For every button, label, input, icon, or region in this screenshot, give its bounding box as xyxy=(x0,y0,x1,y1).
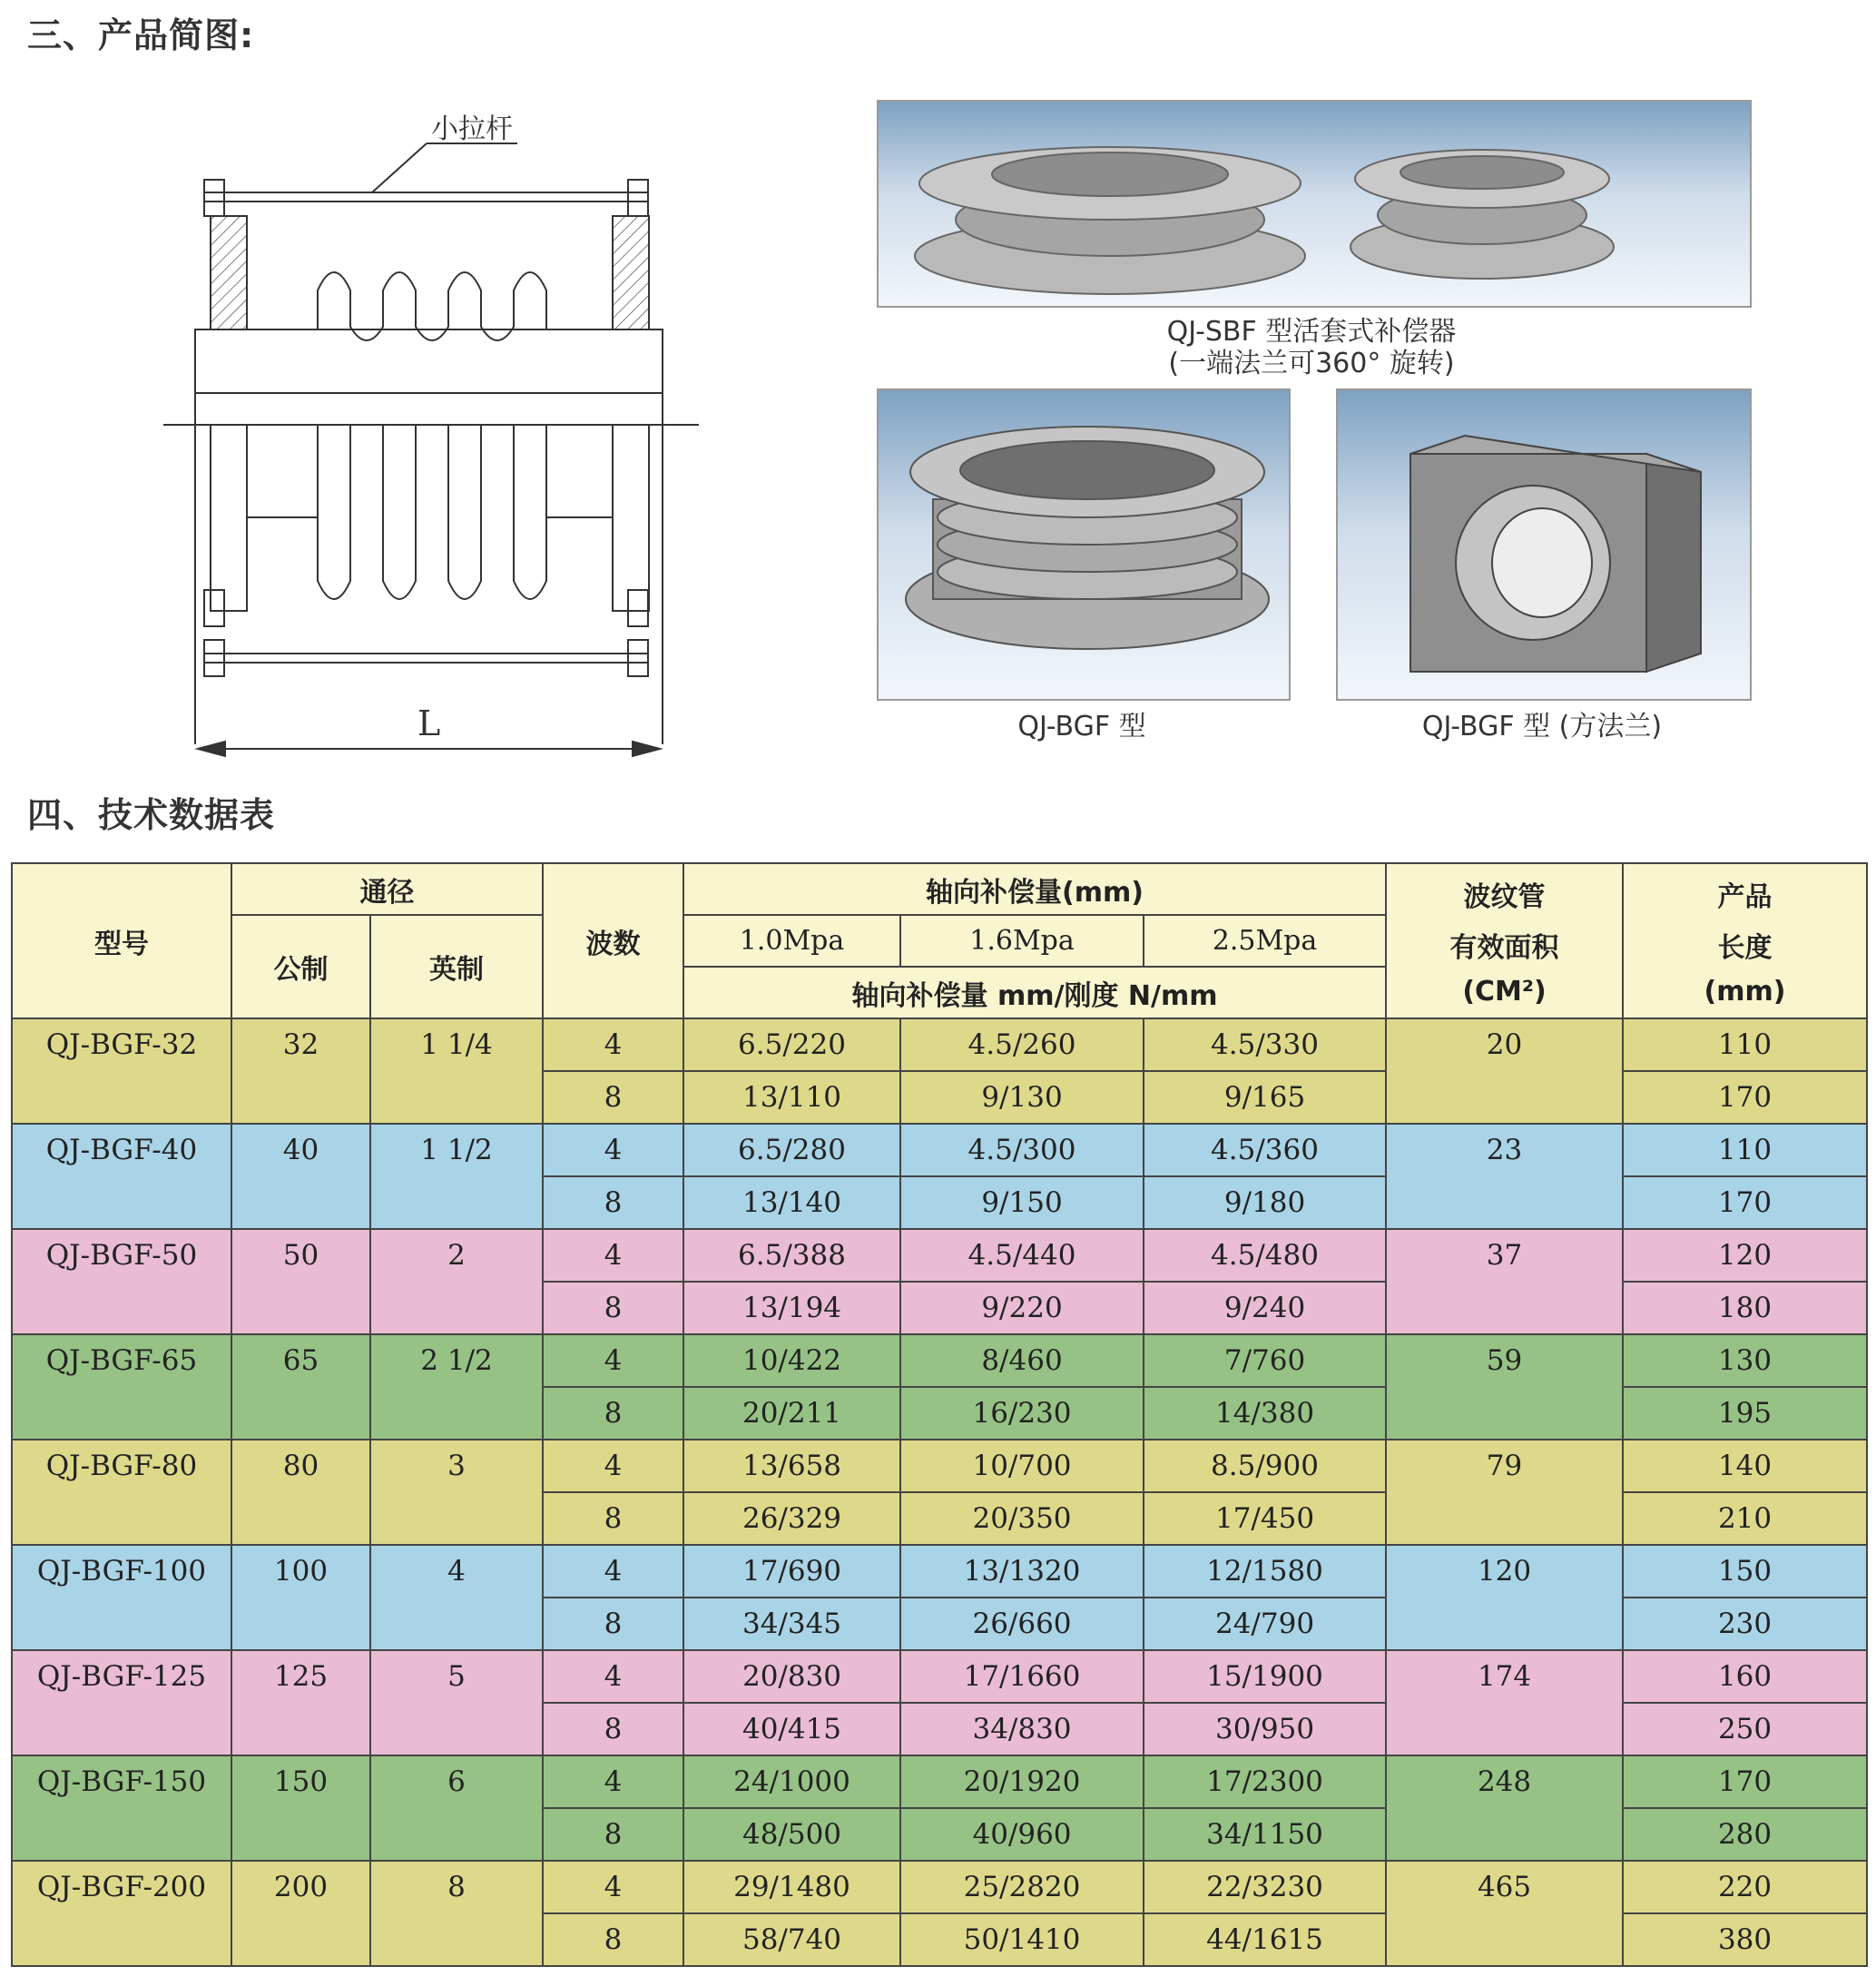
bgf-product-image xyxy=(879,390,1289,699)
cell-length: 170 xyxy=(1623,1755,1867,1808)
cell-imperial: 2 1/2 xyxy=(370,1334,543,1440)
cell-model: QJ-BGF-65 xyxy=(12,1334,231,1440)
cell-waves: 8 xyxy=(543,1176,683,1229)
header-area-line1: 波纹管 xyxy=(1463,881,1546,913)
table-row xyxy=(12,1755,1867,1808)
cell-metric: 80 xyxy=(231,1440,370,1545)
cell-imperial: 3 xyxy=(370,1440,543,1545)
cell-waves: 4 xyxy=(543,1545,683,1598)
technical-data-table xyxy=(11,862,1868,1967)
cell-p3: 4.5/480 xyxy=(1144,1229,1386,1282)
cell-p2: 13/1320 xyxy=(900,1545,1144,1598)
cell-p1: 48/500 xyxy=(683,1808,900,1861)
cell-p1: 6.5/280 xyxy=(683,1124,900,1176)
cell-p3: 44/1615 xyxy=(1144,1913,1386,1966)
cell-p1: 6.5/388 xyxy=(683,1229,900,1282)
section-4-heading: 四、技术数据表 xyxy=(27,795,276,835)
cell-p3: 34/1150 xyxy=(1144,1808,1386,1861)
tie-rod-label: 小拉杆 xyxy=(431,113,513,145)
cell-p2: 4.5/260 xyxy=(900,1018,1144,1071)
cell-p1: 29/1480 xyxy=(683,1861,900,1913)
cell-p1: 24/1000 xyxy=(683,1755,900,1808)
cell-length: 140 xyxy=(1623,1440,1867,1492)
cell-waves: 8 xyxy=(543,1703,683,1755)
cell-waves: 4 xyxy=(543,1440,683,1492)
cell-p3: 17/2300 xyxy=(1144,1755,1386,1808)
cell-length: 110 xyxy=(1623,1124,1867,1176)
table-row xyxy=(12,1440,1867,1492)
cell-p2: 16/230 xyxy=(900,1387,1144,1440)
cell-length: 280 xyxy=(1623,1808,1867,1861)
cell-p1: 17/690 xyxy=(683,1545,900,1598)
cell-imperial: 1 1/2 xyxy=(370,1124,543,1229)
cell-model: QJ-BGF-200 xyxy=(12,1861,231,1966)
cell-waves: 4 xyxy=(543,1124,683,1176)
cell-p3: 15/1900 xyxy=(1144,1650,1386,1703)
cell-effective-area: 465 xyxy=(1386,1861,1623,1966)
cell-p1: 26/329 xyxy=(683,1492,900,1545)
product-schematic-drawing xyxy=(154,109,717,772)
cell-p1: 13/110 xyxy=(683,1071,900,1124)
header-bore: 通径 xyxy=(231,863,543,915)
cell-metric: 150 xyxy=(231,1755,370,1861)
cell-p2: 9/150 xyxy=(900,1176,1144,1229)
cell-effective-area: 20 xyxy=(1386,1018,1623,1124)
header-model: 型号 xyxy=(12,863,231,1018)
table-row xyxy=(12,1229,1867,1282)
cell-waves: 4 xyxy=(543,1650,683,1703)
header-pressure-2: 1.6Mpa xyxy=(900,915,1144,967)
header-pressure-1: 1.0Mpa xyxy=(683,915,900,967)
cell-p2: 26/660 xyxy=(900,1598,1144,1650)
table-row xyxy=(12,1124,1867,1176)
cell-effective-area: 248 xyxy=(1386,1755,1623,1861)
cell-p3: 9/165 xyxy=(1144,1071,1386,1124)
cell-length: 170 xyxy=(1623,1071,1867,1124)
cell-length: 160 xyxy=(1623,1650,1867,1703)
cell-p1: 34/345 xyxy=(683,1598,900,1650)
cell-p3: 12/1580 xyxy=(1144,1545,1386,1598)
caption-sbf-line1: QJ-SBF 型活套式补偿器 xyxy=(1166,316,1457,348)
cell-p2: 10/700 xyxy=(900,1440,1144,1492)
header-pressure-3: 2.5Mpa xyxy=(1144,915,1386,967)
header-length-line1: 产品 xyxy=(1717,881,1773,913)
cell-length: 195 xyxy=(1623,1387,1867,1440)
cell-p2: 25/2820 xyxy=(900,1861,1144,1913)
cell-imperial: 8 xyxy=(370,1861,543,1966)
cell-waves: 8 xyxy=(543,1808,683,1861)
header-imperial: 英制 xyxy=(370,915,543,1018)
cell-waves: 4 xyxy=(543,1755,683,1808)
header-length-line2: 长度 xyxy=(1717,932,1773,964)
cell-waves: 4 xyxy=(543,1861,683,1913)
cell-p3: 17/450 xyxy=(1144,1492,1386,1545)
cell-metric: 200 xyxy=(231,1861,370,1966)
cell-waves: 8 xyxy=(543,1387,683,1440)
sbf-product-image xyxy=(879,102,1750,306)
cell-imperial: 2 xyxy=(370,1229,543,1334)
header-effective-area xyxy=(1386,863,1623,1018)
cell-waves: 8 xyxy=(543,1071,683,1124)
table-row xyxy=(12,1334,1867,1387)
cell-imperial: 4 xyxy=(370,1545,543,1650)
header-metric: 公制 xyxy=(231,915,370,1018)
cell-model: QJ-BGF-100 xyxy=(12,1545,231,1650)
cell-model: QJ-BGF-80 xyxy=(12,1440,231,1545)
cell-p2: 20/1920 xyxy=(900,1755,1144,1808)
cell-imperial: 5 xyxy=(370,1650,543,1755)
photo-sbf-compensator xyxy=(877,100,1752,308)
cell-metric: 125 xyxy=(231,1650,370,1755)
cell-effective-area: 59 xyxy=(1386,1334,1623,1440)
cell-p3: 8.5/900 xyxy=(1144,1440,1386,1492)
cell-p2: 4.5/300 xyxy=(900,1124,1144,1176)
cell-p2: 9/130 xyxy=(900,1071,1144,1124)
cell-p3: 9/240 xyxy=(1144,1282,1386,1334)
cell-metric: 50 xyxy=(231,1229,370,1334)
cell-imperial: 6 xyxy=(370,1755,543,1861)
cell-p1: 20/830 xyxy=(683,1650,900,1703)
cell-p2: 50/1410 xyxy=(900,1913,1144,1966)
cell-p2: 34/830 xyxy=(900,1703,1144,1755)
cell-p3: 14/380 xyxy=(1144,1387,1386,1440)
cell-p3: 4.5/330 xyxy=(1144,1018,1386,1071)
cell-p3: 4.5/360 xyxy=(1144,1124,1386,1176)
cell-waves: 8 xyxy=(543,1913,683,1966)
header-axial-subtitle: 轴向补偿量 mm/刚度 N/mm xyxy=(683,967,1386,1018)
cell-effective-area: 79 xyxy=(1386,1440,1623,1545)
cell-p2: 9/220 xyxy=(900,1282,1144,1334)
cell-effective-area: 37 xyxy=(1386,1229,1623,1334)
cell-p1: 13/140 xyxy=(683,1176,900,1229)
caption-bgf: QJ-BGF 型 xyxy=(1017,711,1146,742)
cell-p1: 20/211 xyxy=(683,1387,900,1440)
header-waves: 波数 xyxy=(543,863,683,1018)
cell-p2: 4.5/440 xyxy=(900,1229,1144,1282)
cell-p3: 22/3230 xyxy=(1144,1861,1386,1913)
cell-length: 250 xyxy=(1623,1703,1867,1755)
caption-bgf-square: QJ-BGF 型 (方法兰) xyxy=(1421,711,1663,742)
length-dimension-label: L xyxy=(417,703,441,743)
header-area-line3: (CM²) xyxy=(1462,976,1547,1008)
cell-metric: 100 xyxy=(231,1545,370,1650)
cell-waves: 8 xyxy=(543,1598,683,1650)
cell-metric: 65 xyxy=(231,1334,370,1440)
cell-effective-area: 120 xyxy=(1386,1545,1623,1650)
table-row xyxy=(12,1861,1867,1913)
cell-waves: 4 xyxy=(543,1018,683,1071)
cell-p2: 20/350 xyxy=(900,1492,1144,1545)
cell-p3: 9/180 xyxy=(1144,1176,1386,1229)
cell-metric: 40 xyxy=(231,1124,370,1229)
cell-effective-area: 174 xyxy=(1386,1650,1623,1755)
cell-p3: 30/950 xyxy=(1144,1703,1386,1755)
cell-metric: 32 xyxy=(231,1018,370,1124)
cell-waves: 8 xyxy=(543,1282,683,1334)
table-row xyxy=(12,1650,1867,1703)
cell-p3: 7/760 xyxy=(1144,1334,1386,1387)
cell-length: 380 xyxy=(1623,1913,1867,1966)
header-area-line2: 有效面积 xyxy=(1449,932,1559,964)
cell-waves: 4 xyxy=(543,1229,683,1282)
cell-model: QJ-BGF-32 xyxy=(12,1018,231,1124)
cell-p2: 40/960 xyxy=(900,1808,1144,1861)
cell-length: 180 xyxy=(1623,1282,1867,1334)
cell-model: QJ-BGF-40 xyxy=(12,1124,231,1229)
cell-model: QJ-BGF-125 xyxy=(12,1650,231,1755)
cell-length: 130 xyxy=(1623,1334,1867,1387)
cell-model: QJ-BGF-50 xyxy=(12,1229,231,1334)
cell-p1: 6.5/220 xyxy=(683,1018,900,1071)
photo-bgf-square-flange xyxy=(1336,388,1752,701)
cell-length: 120 xyxy=(1623,1229,1867,1282)
header-length-line3: (mm) xyxy=(1704,976,1786,1008)
photo-bgf-compensator xyxy=(877,388,1291,701)
cell-length: 220 xyxy=(1623,1861,1867,1913)
cell-p1: 13/194 xyxy=(683,1282,900,1334)
cell-length: 150 xyxy=(1623,1545,1867,1598)
cell-effective-area: 23 xyxy=(1386,1124,1623,1229)
cell-length: 170 xyxy=(1623,1176,1867,1229)
cell-waves: 4 xyxy=(543,1334,683,1387)
cell-p2: 17/1660 xyxy=(900,1650,1144,1703)
cell-imperial: 1 1/4 xyxy=(370,1018,543,1124)
table-row xyxy=(12,1018,1867,1071)
cell-model: QJ-BGF-150 xyxy=(12,1755,231,1861)
cell-p1: 10/422 xyxy=(683,1334,900,1387)
caption-sbf-line2: (一端法兰可360° 旋转) xyxy=(1168,348,1455,379)
header-product-length xyxy=(1623,863,1867,1018)
cell-p2: 8/460 xyxy=(900,1334,1144,1387)
cell-p1: 40/415 xyxy=(683,1703,900,1755)
cell-length: 210 xyxy=(1623,1492,1867,1545)
cell-p1: 13/658 xyxy=(683,1440,900,1492)
cell-length: 110 xyxy=(1623,1018,1867,1071)
cell-p1: 58/740 xyxy=(683,1913,900,1966)
cell-length: 230 xyxy=(1623,1598,1867,1650)
cell-waves: 8 xyxy=(543,1492,683,1545)
cell-p3: 24/790 xyxy=(1144,1598,1386,1650)
section-3-heading: 三、产品简图: xyxy=(27,15,255,55)
bgf-square-product-image xyxy=(1338,390,1750,699)
header-axial-compensation: 轴向补偿量(mm) xyxy=(683,863,1386,915)
table-row xyxy=(12,1545,1867,1598)
